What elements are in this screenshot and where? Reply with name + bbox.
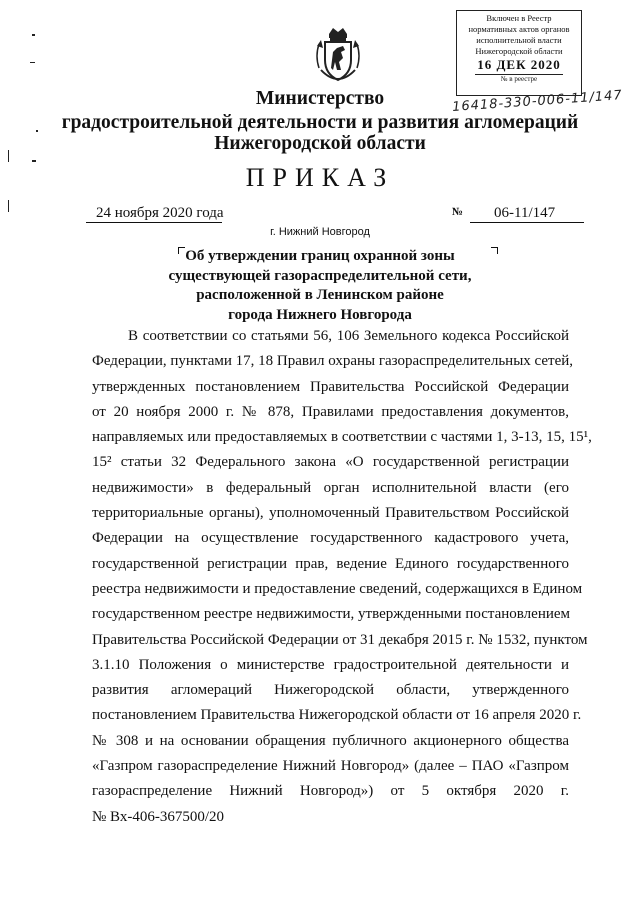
nizhny-novgorod-coat-of-arms-icon xyxy=(313,26,363,88)
stamp-line: Включен в Реестр xyxy=(486,13,552,23)
body-line: № 308 и на основании обращения публичного акционерного общества xyxy=(92,732,569,749)
order-number: 06-11/147 xyxy=(494,205,556,221)
body-line: развития агломераций Нижегородской области, утвержденного xyxy=(92,682,569,699)
body-line: постановлением Правительства Нижегородской области от 16 апреля 2020 г. xyxy=(92,707,582,724)
stamp-line: исполнительной власти xyxy=(476,35,562,45)
scan-mark xyxy=(30,62,35,63)
stamp-line: нормативных актов органов xyxy=(468,24,570,34)
subject-line: Об утверждении границ охранной зоны xyxy=(185,248,455,264)
document-title: ПРИКАЗ xyxy=(245,163,395,192)
body-line: территориальные органы), уполномоченный Правительством Российской xyxy=(92,505,569,522)
body-line: утвержденных постановлением Правительства Российской Федерации xyxy=(92,378,569,395)
ministry-region: Нижегородской области xyxy=(214,133,426,154)
number-underline xyxy=(470,222,584,223)
body-line: газораспределение Нижний Новгород») от 5 октября 2020 г. xyxy=(92,783,569,800)
scan-mark xyxy=(32,160,36,162)
stamp-reg-number: 16418-330-006-11/147 xyxy=(451,88,624,115)
order-subject xyxy=(0,247,640,325)
body-line: направляемых или предоставляемых в соответствии с частями 1, 3-13, 15, 15¹, xyxy=(92,429,592,446)
body-line: № Вх-406-367500/20 xyxy=(92,808,225,825)
stamp-reg-label: № в реестре xyxy=(475,74,563,84)
body-line: государственном реестре недвижимости, утвержденными постановлением xyxy=(92,606,571,623)
subject-line: существующей газораспределительной сети, xyxy=(168,267,472,284)
body-line: Федерации на осуществление государственного кадастрового учета, xyxy=(92,530,569,547)
registry-stamp xyxy=(456,10,582,96)
number-label: № xyxy=(452,206,464,218)
body-line: 15² статьи 32 Федерального закона «О государственной регистрации xyxy=(92,454,569,471)
city-name: г. Нижний Новгород xyxy=(270,226,370,238)
body-line: реестра недвижимости и предоставление сведений, содержащихся в Едином xyxy=(92,580,583,597)
date-underline xyxy=(86,222,222,223)
stamp-date: 16 ДЕК 2020 xyxy=(477,57,561,72)
body-line: 3.1.10 Положения о министерстве градостроительной деятельности и xyxy=(92,656,569,673)
body-line: В соответствии со статьями 56, 106 Земельного кодекса Российской xyxy=(128,328,569,344)
body-line: «Газпром газораспределение Нижний Новгород» (далее – ПАО «Газпром xyxy=(92,758,569,775)
body-line: Правительства Российской Федерации от 31 декабря 2015 г. № 1532, пунктом xyxy=(92,631,588,648)
body-line: недвижимости» в федеральный орган исполнительной власти (его xyxy=(92,479,569,496)
body-line: Федерации, пунктами 17, 18 Правил охраны газораспределительных сетей, xyxy=(92,353,574,370)
order-body xyxy=(92,324,592,830)
order-date: 24 ноября 2020 года xyxy=(96,205,224,221)
subject-line: расположенной в Ленинском районе xyxy=(196,287,444,303)
stamp-line: Нижегородской области xyxy=(475,46,563,56)
body-line: государственной регистрации прав, ведение Единого государственного xyxy=(92,555,569,572)
ministry-name-line2: градостроительной деятельности и развития агломераций xyxy=(61,112,579,133)
body-line: от 20 ноября 2000 г. № 878, Правилами предоставления документов, xyxy=(92,403,569,420)
scan-mark xyxy=(32,34,35,36)
subject-line: города Нижнего Новгорода xyxy=(228,306,412,323)
scan-mark xyxy=(8,200,9,212)
ministry-name: Министерство xyxy=(255,88,385,109)
